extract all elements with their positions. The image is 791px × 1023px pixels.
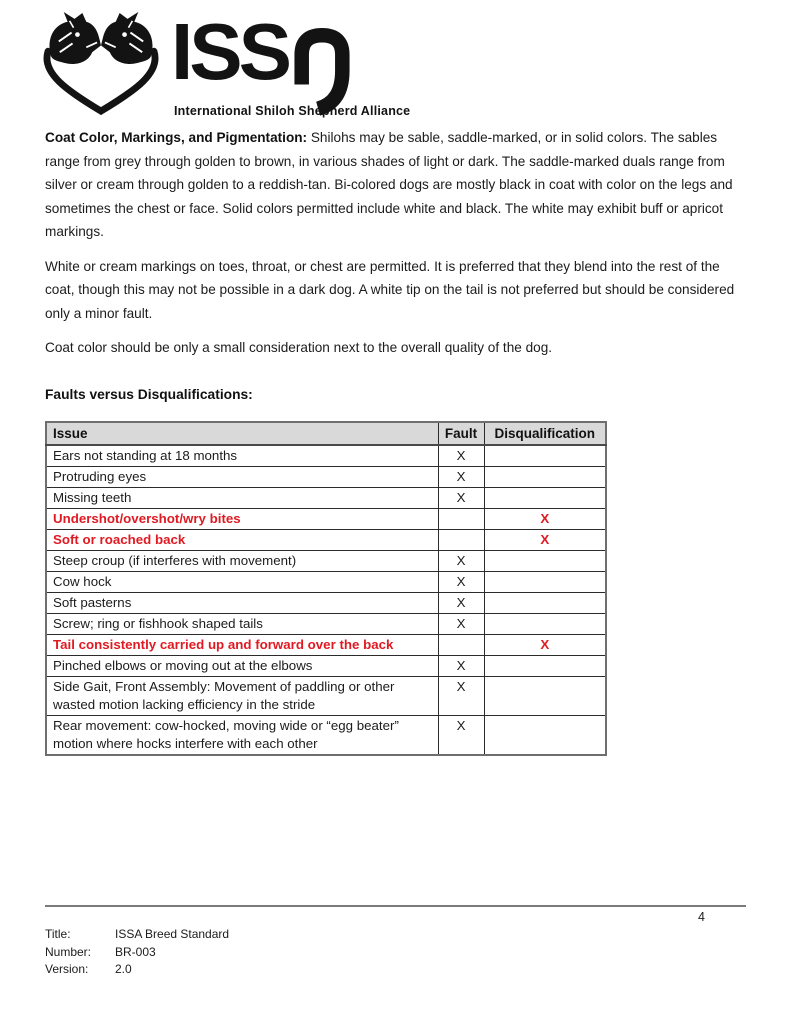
issa-logo	[0, 0, 791, 118]
fault-cell	[438, 634, 484, 655]
disqualification-cell	[484, 487, 606, 508]
issue-cell: Steep croup (if interferes with movement)	[46, 550, 438, 571]
table-row-disqualification	[46, 634, 606, 655]
issue-cell: Screw; ring or fishhook shaped tails	[46, 613, 438, 634]
issue-cell: Soft or roached back	[46, 529, 438, 550]
logo-wordmark-block	[171, 7, 411, 122]
disqualification-cell: X	[484, 508, 606, 529]
table-row	[46, 487, 606, 508]
document-info-block	[45, 926, 229, 979]
fault-cell: X	[438, 487, 484, 508]
page-number: 4	[698, 910, 705, 924]
disqualification-cell: X	[484, 634, 606, 655]
disqualification-cell	[484, 592, 606, 613]
stylized-a-glyph-icon	[293, 26, 351, 116]
doc-field-number	[45, 944, 229, 962]
doc-field-title	[45, 926, 229, 944]
table-header-row	[46, 422, 606, 445]
fault-cell: X	[438, 571, 484, 592]
fault-cell: X	[438, 445, 484, 467]
logo-tagline: International Shiloh Shepherd Alliance	[174, 104, 411, 118]
body-paragraph: White or cream markings on toes, throat, or chest are permitted. It is preferred that they blend into the rest of the coat, though this may not be possible in a dark dog. A white tip on the tail is not preferred but should be considered only a minor fault.	[45, 258, 735, 321]
doc-field-label: Number:	[45, 944, 92, 959]
fault-cell: X	[438, 466, 484, 487]
disqualification-cell	[484, 613, 606, 634]
disqualification-cell	[484, 655, 606, 676]
column-header-issue: Issue	[46, 422, 438, 445]
issue-cell: Rear movement: cow-hocked, moving wide or “egg beater” motion where hocks interfere with each other	[46, 715, 438, 755]
issue-cell: Protruding eyes	[46, 466, 438, 487]
fault-cell	[438, 508, 484, 529]
table-row	[46, 676, 606, 715]
table-row-disqualification	[46, 529, 606, 550]
fault-cell: X	[438, 592, 484, 613]
body-paragraph: Coat color should be only a small consideration next to the overall quality of the dog.	[45, 340, 553, 355]
column-header-disqualification: Disqualification	[484, 422, 606, 445]
fault-cell: X	[438, 550, 484, 571]
fault-cell: X	[438, 676, 484, 715]
disqualification-cell: X	[484, 529, 606, 550]
disqualification-cell	[484, 445, 606, 467]
table-row	[46, 655, 606, 676]
issue-cell: Pinched elbows or moving out at the elbows	[46, 655, 438, 676]
fault-cell	[438, 529, 484, 550]
logo-title	[171, 7, 351, 116]
footer-divider	[45, 905, 746, 907]
body-paragraph: Coat Color, Markings, and Pigmentation: Shilohs may be sable, saddle-marked, or in solid colors. The sables range from grey through golden to brown, in various shades of light or dark. The saddle-marked duals range from silver or cream through golden to a reddish-tan. Bi-colored dogs are mostly black in coat with color on the legs and sometimes the chest or face. Solid colors permitted include white and black. The white may exhibit buff or apricot markings.	[45, 130, 733, 239]
doc-field-value: 2.0	[115, 962, 132, 976]
disqualification-cell	[484, 676, 606, 715]
disqualification-cell	[484, 466, 606, 487]
table-row	[46, 592, 606, 613]
logo-title-prefix: ISS	[171, 7, 288, 96]
table-row	[46, 550, 606, 571]
doc-field-version	[45, 961, 229, 979]
faults-vs-disqualifications-table	[45, 421, 607, 756]
doc-field-label: Title:	[45, 927, 71, 941]
table-row	[46, 715, 606, 755]
doc-field-value: BR-003	[115, 944, 156, 959]
fault-cell: X	[438, 613, 484, 634]
fault-cell: X	[438, 715, 484, 755]
disqualification-cell	[484, 715, 606, 755]
section-heading: Faults versus Disqualifications:	[45, 386, 253, 402]
issue-cell: Side Gait, Front Assembly: Movement of paddling or other wasted motion lacking efficiency in the stride	[46, 676, 438, 715]
paragraph-lead: Coat Color, Markings, and Pigmentation:	[45, 130, 308, 145]
fault-cell: X	[438, 655, 484, 676]
document-body	[45, 126, 746, 756]
issue-cell: Cow hock	[46, 571, 438, 592]
doc-field-value: ISSA Breed Standard	[115, 927, 230, 941]
table-row	[46, 445, 606, 467]
doc-field-label: Version:	[45, 962, 89, 976]
disqualification-cell	[484, 571, 606, 592]
issue-cell: Ears not standing at 18 months	[46, 445, 438, 467]
disqualification-cell	[484, 550, 606, 571]
issue-cell: Undershot/overshot/wry bites	[46, 508, 438, 529]
issue-cell: Tail consistently carried up and forward over the back	[46, 634, 438, 655]
table-row-disqualification	[46, 508, 606, 529]
issue-cell: Missing teeth	[46, 487, 438, 508]
table-row	[46, 571, 606, 592]
two-dogs-heart-logo-icon	[35, 12, 167, 116]
table-row	[46, 613, 606, 634]
issue-cell: Soft pasterns	[46, 592, 438, 613]
column-header-fault: Fault	[438, 422, 484, 445]
table-row	[46, 466, 606, 487]
